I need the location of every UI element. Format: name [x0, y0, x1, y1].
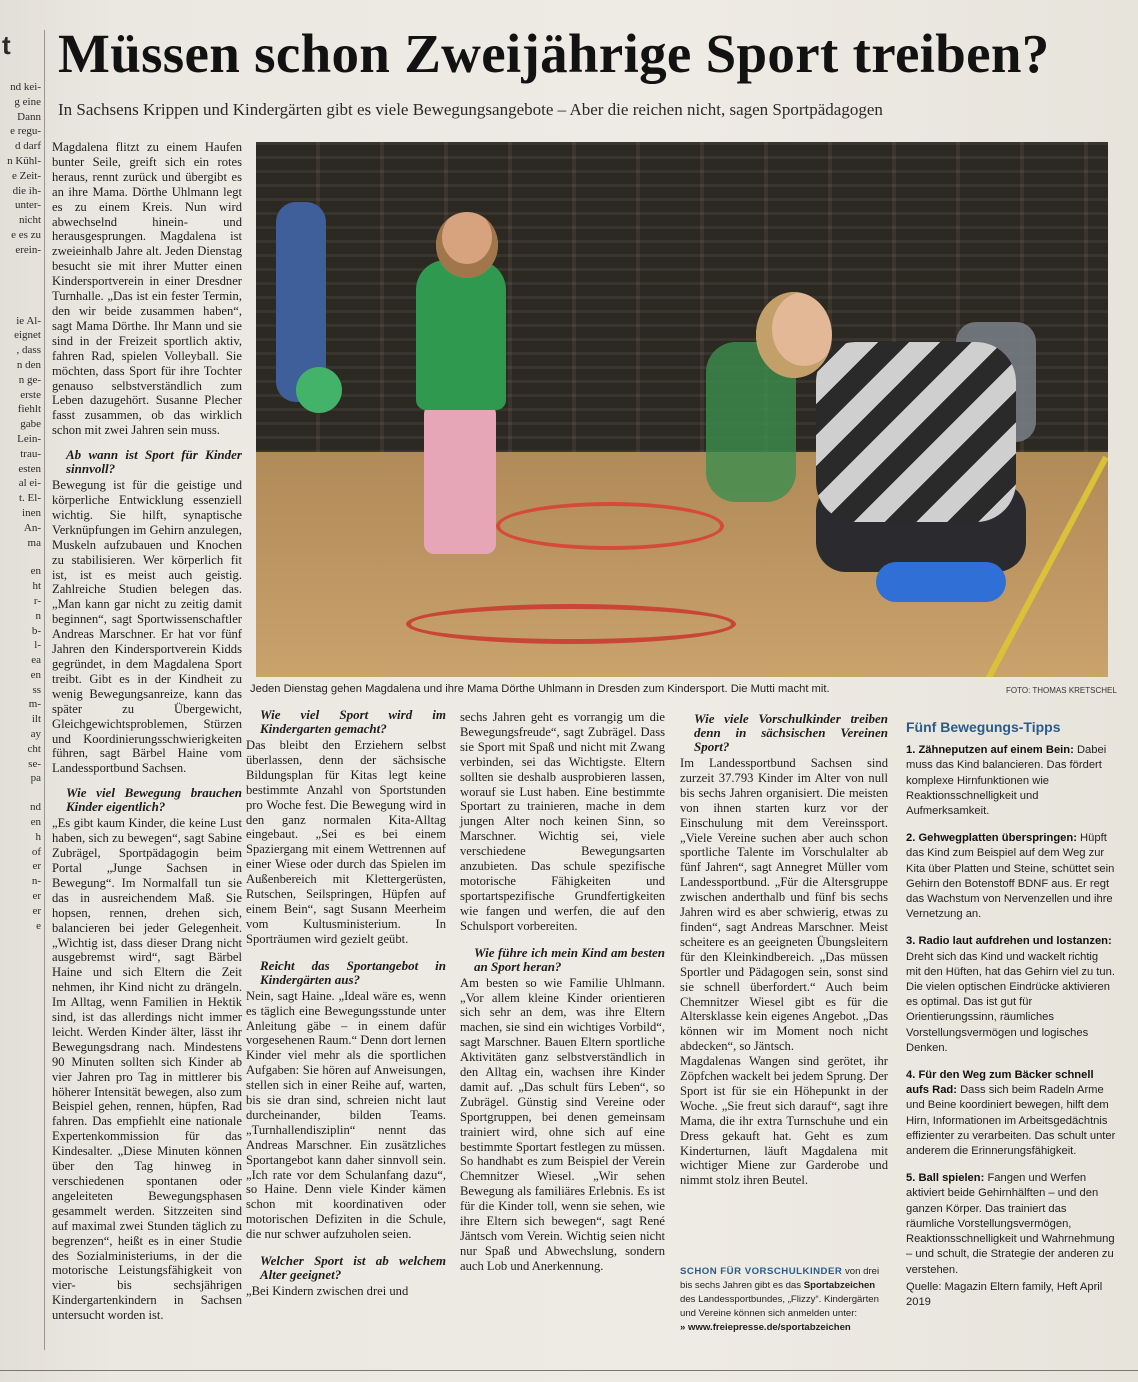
adjacent-column-line: ht	[32, 580, 41, 593]
col2-heading-2: Reicht das Sportangebot in Kindergärten aus?	[260, 957, 446, 987]
adjacent-column-line: n ge-	[18, 373, 41, 386]
article-headline: Müssen schon Zweijährige Sport treiben?	[58, 23, 1050, 84]
adjacent-column-line: pa	[30, 772, 41, 785]
tip-item-5: 5. Ball spielen: Fangen und Werfen aktiviert beide Gehirnhälften – und den ganzen Körper. Das trainiert das räumliche Vorstellungsvermögen, Reaktionsschnelligkeit und Wahrnehmung – und schult, die Strategie der anderen zu verstehen.	[906, 1172, 1115, 1276]
photo-caption: Jeden Dienstag gehen Magdalena und ihre Mama Dörthe Uhlmann in Dresden zum Kindersport. Die Mutti macht mit.	[250, 683, 830, 695]
adjacent-column-line: ea	[31, 654, 41, 667]
col1-paragraph-3: „Es gibt kaum Kinder, die keine Lust haben, sich zu bewegen“, sagt Sabine Zubrägel, Sportpädagogin beim Portal „Junge Sachsen in Bewegung“. Im Normalfall tun sie das in ausreichendem Maß. Sie hopsen, rennen, drehen sich, balancieren bei jeder Gelegenheit. „Wichtig ist, dass dieser Drang nicht ausgebremst wird“, sagt Bärbel Haine und sich Eltern die Zeit nehmen, ihr Kind nicht zu drängeln. Im Alltag, wenn Familien in Hektik sind, ist das allerdings nicht immer leicht. Werden Kinder älter, lässt ihr Bewegungsdrang nach. Mindestens 90 Minuten sollten sich Kinder ab vier Jahren pro Tag in mittlerer bis höherer Intensität bewegen, also zum Beispiel gehen, rennen, hüpfen, Rad fahren. Das empfiehlt eine nationale Expertenkommission für das Kindesalter. „Diese Minuten können über den Tag hinweg in verschiedenen spontanen oder angeleiteten Bewegungsphasen gesammelt werden. Sitzzeiten sind auf maximal zwei Stunden täglich zu begrenzen“, heißt es in einer Studie des Sozialministeriums, in der die motorische Leistungsfähigkeit von vier- bis sechsjährigen Kindergartenkindern in Sachsen untersucht worden ist.	[52, 816, 242, 1323]
adjacent-column-line: nd	[30, 801, 41, 814]
adjacent-column-lines-b	[0, 314, 44, 551]
adjacent-column-line: n-	[31, 875, 41, 888]
col4-heading-1: Wie viele Vorschulkinder treiben denn in sächsischen Vereinen Sport?	[694, 711, 888, 754]
adjacent-column-line: er	[32, 890, 41, 903]
adjacent-column-lines-c	[0, 564, 44, 786]
adjacent-column-line: ilt	[31, 713, 41, 726]
article-column-4	[680, 712, 888, 1188]
col3-heading-1: Wie führe ich mein Kind am besten an Sport heran?	[474, 944, 665, 974]
adjacent-column-line: m-	[28, 698, 41, 711]
col2-heading-3: Welcher Sport ist ab welchem Alter geeignet?	[260, 1253, 446, 1283]
col1-paragraph-1: Magdalena flitzt zu einem Haufen bunter Seile, greift sich ein rotes heraus, rennt zurück und übergibt es an ihre Mama. Dörthe Uhlmann legt es zu einem Kreis. Nun wird abwechselnd hinein- und herausgesprungen. Magdalena ist zweieinhalb Jahre alt. Jeden Dienstag besucht sie mit ihrer Mutter einen Kindersportverein in einer Dresdner Turnhalle. „Das ist ein fester Termin, den wir beide zusammen haben“, sagt Mama Dörthe. Ihr Mann und sie sind in der Freizeit sportlich aktiv, fahren Rad, spielen Volleyball. Sie möchten, dass Sport für ihre Tochter genauso selbstverständlich zum Leben dazugehört. Susanne Plecher fasst zusammen, ob das wirklich schon mit zwei Jahren sein muss.	[52, 140, 242, 438]
tips-source: Quelle: Magazin Eltern family, Heft April 2019	[906, 1280, 1103, 1308]
adjacent-column-line: l-	[34, 639, 41, 652]
article-photo	[256, 142, 1108, 677]
adjacent-column-line: g eine	[14, 95, 41, 108]
adjacent-column-line: t. El-	[19, 492, 41, 505]
adjacent-column-lines-a	[0, 80, 44, 258]
adjacent-column-line: nicht	[19, 214, 41, 227]
adjacent-column-line: er	[32, 860, 41, 873]
adjacent-column-line: r-	[33, 594, 41, 607]
tip-item-3: 3. Radio laut aufdrehen und lostanzen: Dreht sich das Kind und wackelt richtig mit den Hüften, hat das Gehirn viel zu tun. Die vielen optischen Eindrücke aktivieren es optimal. Das ist gut für Orientierungssinn, räumliches Vorstellungsvermögen und logisches Denken.	[906, 935, 1115, 1054]
adjacent-column-line: se-	[28, 757, 41, 770]
bottom-rule	[0, 1370, 1138, 1371]
adjacent-column-line: b-	[31, 624, 41, 637]
sportabzeichen-box	[680, 1265, 888, 1335]
col3-paragraph-2: Am besten so wie Familie Uhlmann. „Vor allem kleine Kinder orientieren sich sehr an dem, was ihre Eltern machen, sie sind ein wichtiges Vorbild“, sagt Marschner. Bauen Eltern sportliche Aktivitäten ganz selbstverständlich in den Alltag ein, wachsen ihre Kinder damit auf. „Das schult fürs Leben“, so Zubrägel. Günstig sind Vereine oder Sportgruppen, bei denen gemeinsam trainiert wird, ohne sich auf eine bestimmte Sportart festlegen zu müssen. So handhabt es zum Beispiel der Verein Chemnitzer Wiesel. „Wir sehen Bewegung als familiäres Erlebnis. Es ist für die Kinder toll, wenn sie sehen, wie ihre Eltern sich bewegen“, sagt René Jäntsch vom Verein. Wichtig seien nicht nur Spaß und Abwechslung, sondern auch Lob und Anerkennung.	[460, 975, 665, 1273]
article-subheadline: In Sachsens Krippen und Kindergärten gibt es viele Bewegungsangebote – Aber die reichen nicht, sagen Sportpädagogen	[58, 100, 883, 119]
tip-item-2: 2. Gehwegplatten überspringen: Hüpft das Kind zum Beispiel auf dem Weg zur Kita über Platten und Steine, schüttet sein Gehirn den Botenstoff BDNF aus. Er regt das Wachstum von Nervenzellen und ihre Vernetzung an.	[906, 832, 1115, 921]
adjacent-column-line: esten	[18, 462, 41, 475]
col2-paragraph-2: Nein, sagt Haine. „Ideal wäre es, wenn es täglich eine Bewegungsstunde unter Anleitung gäbe – in einem dafür vorgesehenen Raum.“ Denn dort lernen Kinder viel mehr als die sportlichen Aufgaben: Sie hören auf Anweisungen, stellen sich in einer Reihe auf, warten, bis sie dran sind, schreien nicht laut durcheinander, bilden Teams. „Turnhallendisziplin“ nennt das Andreas Marschner. Ein zusätzliches Sportangebot kann daher sinnvoll sein. „Ich rate vor dem Schulanfang dazu“, so Haine. Denn viele Kinder kämen schon mit koordinativen oder motorischen Defiziten in die Schule, die nur schwer aufzuholen seien.	[246, 988, 446, 1242]
adjacent-column-line: die ih-	[12, 184, 41, 197]
col1-heading-2: Wie viel Bewegung brauchen Kinder eigentlich?	[66, 785, 242, 815]
adjacent-column-line: en	[30, 816, 41, 829]
adjacent-column-line: er	[32, 904, 41, 917]
adjacent-column-line: ie Al-	[16, 314, 41, 327]
adjacent-column-line: en	[30, 565, 41, 578]
adjacent-column-line: n Kühl-	[7, 154, 41, 167]
tips-box	[906, 720, 1116, 1310]
adjacent-column-line: ss	[32, 683, 41, 696]
adjacent-column-line: An-	[23, 521, 41, 534]
adjacent-column-strip	[0, 30, 45, 1350]
adjacent-column-line: n	[35, 609, 41, 622]
tip-item-1: 1. Zähneputzen auf einem Bein: Dabei muss das Kind balancieren. Das fördert komplexe Hirnfunktionen wie Reaktionsschnelligkeit und Aufmerksamkeit.	[906, 744, 1107, 818]
tips-title: Fünf Bewegungs-Tipps	[906, 719, 1061, 735]
promo-kicker: SCHON FÜR VORSCHULKINDER	[680, 1266, 843, 1277]
adjacent-column-letter: t	[2, 30, 11, 60]
adjacent-column-line: gabe	[20, 418, 41, 431]
col2-paragraph-3: „Bei Kindern zwischen drei und	[246, 1284, 409, 1299]
adjacent-column-lines-d	[0, 800, 44, 933]
adjacent-column-line: al ei-	[18, 477, 41, 490]
article-column-3	[460, 710, 665, 1274]
adjacent-column-line: d darf	[15, 140, 41, 153]
col2-heading-1: Wie viel Sport wird im Kindergarten gemacht?	[260, 707, 446, 736]
promo-link[interactable]: » www.freiepresse.de/sportabzeichen	[680, 1322, 851, 1333]
adjacent-column-line: nd kei-	[10, 81, 41, 93]
adjacent-column-line: inen	[22, 506, 41, 519]
promo-text-b: des Landessportbundes, „Flizzy“. Kindergärten und Vereine können sich anmelden unter:	[680, 1294, 879, 1319]
col4-paragraph-1: Im Landessportbund Sachsen sind zurzeit 37.793 Kinder im Alter von null bis sechs Jahren organisiert. Die meisten von ihnen starten kurz vor der Einschulung mit dem Vereinssport. „Viele Vereine suchen aber auch schon sportliche Talente im Vorschulalter ab fünf Jahren“, sagt Annegret Müller vom Landessportbund. „Für die Altersgruppe zwischen anderthalb und fünf bis sechs Jahren wird es aber schwierig, etwas zu finden“, sagt Andreas Marschner. Meist scheitere es an geeigneten Übungsleitern für den Kleinkindbereich. „Das müssen Sportler und Pädagogen sein, sonst sind sie schnell überfordert.“ Auch beim Chemnitzer Wiesel gibt es für die Altersklasse kein eigenes Angebot. „Das können wir im Moment noch nicht abdecken“, so Jäntsch.	[680, 756, 888, 1054]
adjacent-column-line: erein-	[15, 243, 41, 256]
col1-paragraph-2: Bewegung ist für die geistige und körperliche Entwicklung essenziell wichtig. Sie hilft, synaptische Verknüpfungen im Gehirn anzulegen, Muskeln aufzubauen und Knochen zu stabilisieren. Wer körperlich fit ist, ist es meist auch geistig. Zahlreiche Studien belegen das. „Man kann gar nicht zu zeitig damit beginnen“, sagt Sportwissenschaftler Andreas Marschner. Er hat vor fünf Jahren den Kindersportverein Kidds gegründet, in dem Magdalena Sport treibt. Gibt es in der Kindheit zu wenig Bewegungsanreize, kann das später zu Übergewicht, Gleichgewichtsproblemen, Stürzen und Koordinierungsschwierigkeiten führen, sagt Bärbel Haine vom Landessportbund Sachsen.	[52, 478, 242, 776]
col3-paragraph-1: sechs Jahren geht es vorrangig um die Bewegungsfreude“, sagt Zubrägel. Dass sie Sport mit Spaß und nicht mit Zwang verbinden, sei das Wichtigste. Eltern sollten sie deshalb ausprobieren lassen, worauf sie Lust haben. Eine bestimmte Sportart zu trainieren, mache in dem jungen Alter noch keinen Sinn, so Marschner. Wichtig sei, viele verschiedene Bewegungsarten anzubieten. Das schule spezifische motorische Fähigkeiten und sportartspezifische Grundfertigkeiten wie fangen und werfen, die auf den Schulsport vorbereiten.	[460, 710, 665, 933]
adjacent-column-line: Dann	[17, 110, 41, 123]
col4-paragraph-2: Magdalenas Wangen sind gerötet, ihr Zöpfchen wackelt bei jedem Sprung. Der Sport ist für sie ein Höhepunkt in der Woche. „Sie freut sich darauf“, sagt ihre Mama, die ihr extra Turnschuhe und ein Dress gekauft hat. Geht es zum Kinderturnen, läuft Magdalena mit wichtiger Miene zur Garderobe und nimmt stolz ihren Beutel.	[680, 1054, 888, 1188]
adjacent-column-line: ay	[30, 728, 41, 741]
adjacent-column-line: en	[30, 668, 41, 681]
tip-item-4: 4. Für den Weg zum Bäcker schnell aufs Rad: Dass sich beim Radeln Arme und Beine koordiniert bewegen, hilft dem Hirn, Informationen im Arbeitsgedächtnis effizienter zu verarbeiten. Das schult unter anderem die Erinnerungsfähigkeit.	[906, 1069, 1116, 1158]
adjacent-column-line: cht	[27, 742, 41, 755]
adjacent-column-line: ma	[27, 536, 41, 549]
col1-heading-1: Ab wann ist Sport für Kinder sinnvoll?	[66, 447, 242, 477]
article-column-1	[52, 140, 242, 1323]
adjacent-column-line: Lein-	[17, 432, 41, 445]
adjacent-column-line: unter-	[14, 199, 41, 212]
adjacent-column-line: e regu-	[10, 125, 41, 138]
photo-credit: FOTO: THOMAS KRETSCHEL	[1006, 686, 1117, 695]
adjacent-column-line: e es zu	[11, 228, 41, 241]
promo-bold: Sportabzeichen	[803, 1280, 876, 1291]
adjacent-column-line: e	[36, 919, 41, 932]
adjacent-column-line: , dass	[16, 344, 41, 357]
adjacent-column-line: fiehlt	[17, 403, 41, 416]
adjacent-column-line: of	[31, 845, 41, 858]
adjacent-column-line: h	[35, 830, 41, 843]
promo-text-a: von drei bis sechs Jahren gibt es das	[680, 1266, 880, 1291]
adjacent-column-line: trau-	[20, 447, 41, 460]
adjacent-column-line: eignet	[14, 329, 41, 342]
article-column-2	[246, 708, 446, 1299]
adjacent-column-line: n den	[16, 358, 41, 371]
col2-paragraph-1: Das bleibt den Erziehern selbst überlassen, denn der sächsische Bildungsplan für Kitas legt keine bestimmte Anzahl von Sportstunden pro Woche fest. Die Bewegung wird in den ganz normalen Kita-Alltag eingebaut. „Sei es bei einem Spaziergang mit einem Wettrennen auf einer Wiese oder durch das Spielen im Außenbereich mit Klettergerüsten, Rutschen, Seilspringen, Hüpfen auf einem Bein“, sagt Susann Meerheim vom Kultusministerium. In Sporträumen wird gezielt geübt.	[246, 738, 446, 946]
adjacent-column-line: e Zeit-	[11, 169, 41, 182]
adjacent-column-line: erste	[20, 388, 41, 401]
